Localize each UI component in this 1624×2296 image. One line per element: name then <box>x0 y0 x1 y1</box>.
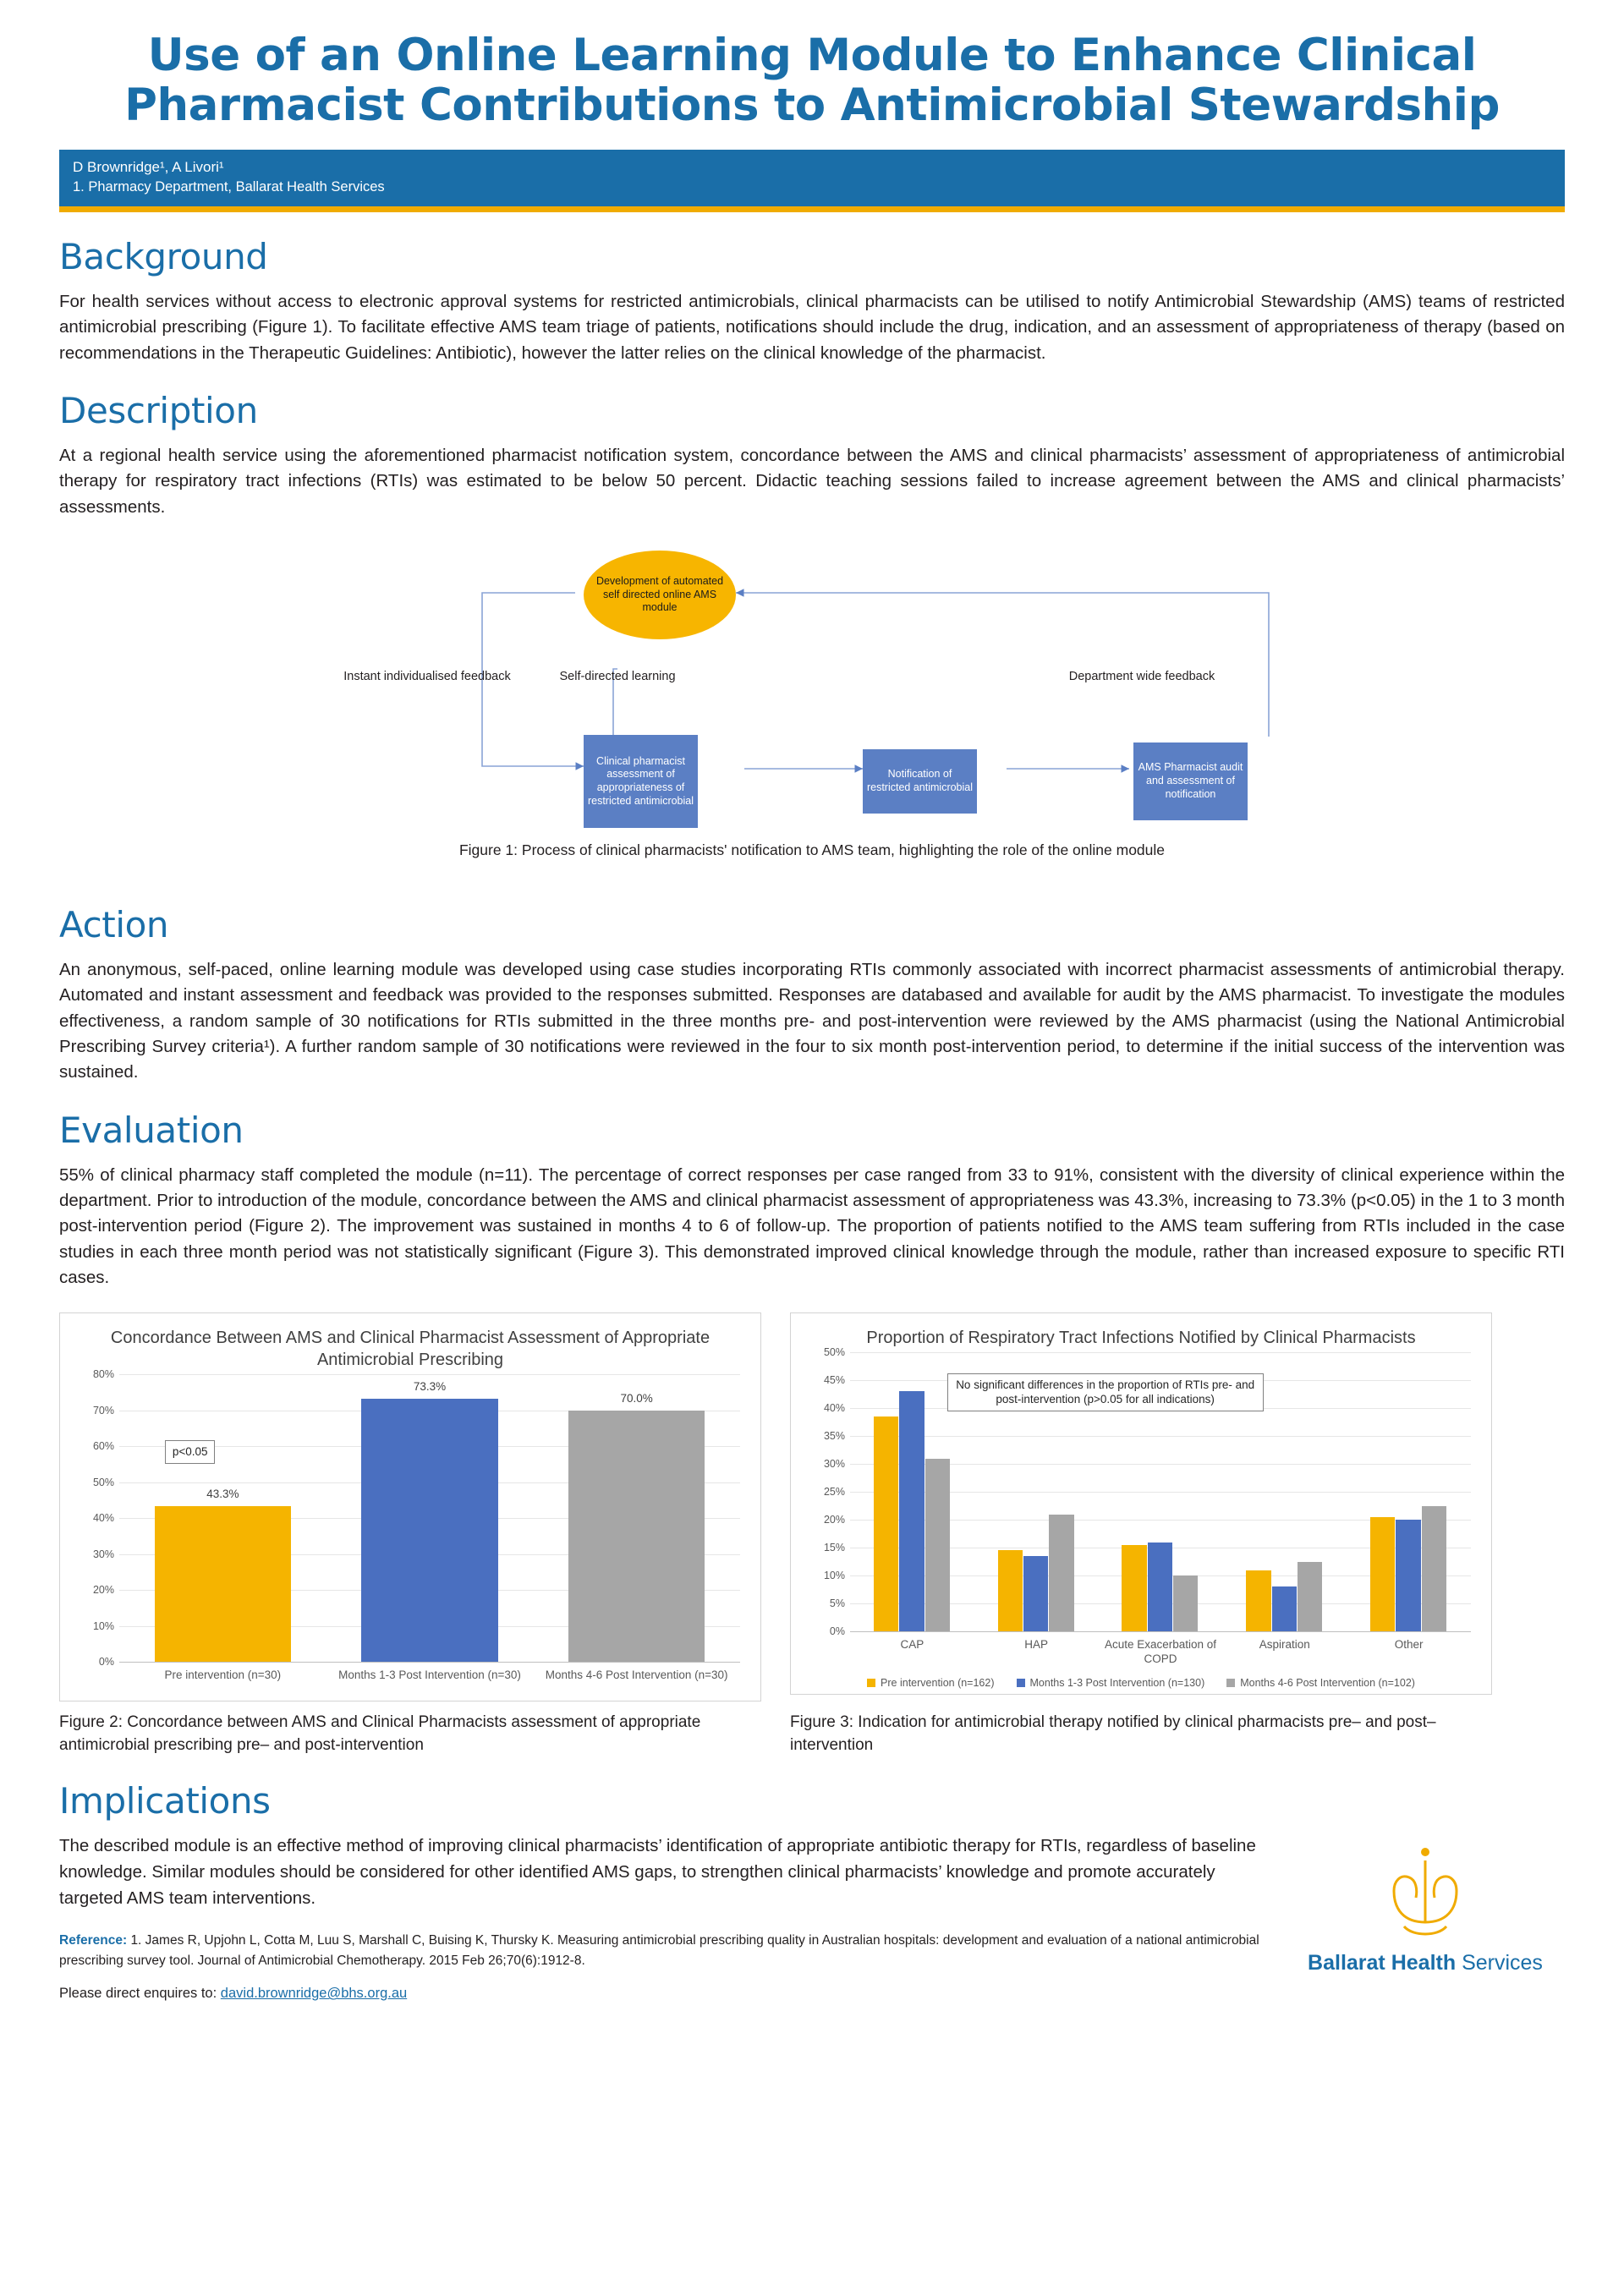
footer <box>59 1833 1565 2002</box>
figure3-x-category: Acute Exacerbation of COPD <box>1104 1638 1217 1666</box>
figure1-connectors <box>59 542 1565 863</box>
section-text-background: For health services without access to electronic approval systems for restricted antimicrobials, clinical pharmacists can be utilised to notify Antimicrobial Stewardship (AMS) teams of restricted antimicrobial prescribing (Figure 1). To facilitate effective AMS team triage of patients, notifications should include the drug, indication, and an assessment of appropriateness of therapy (based on recommendations in the Therapeutic Guidelines: Antibiotic), however the latter relies on the clinical knowledge of the pharmacist. <box>59 291 1565 363</box>
enquiries-email-link[interactable]: david.brownridge@bhs.org.au <box>220 1986 408 2002</box>
figure3-legend-item <box>1226 1677 1415 1689</box>
gold-divider <box>59 206 1565 212</box>
figure2-x-axis <box>119 1662 740 1696</box>
figure3-legend-item <box>867 1677 994 1689</box>
ballarat-health-services-logo-icon <box>1353 1842 1497 1943</box>
figure3-legend-swatch <box>1017 1679 1025 1687</box>
figure3-x-category: Other <box>1394 1638 1424 1652</box>
section-text-action: An anonymous, self-paced, online learning module was developed using case studies incorporating RTIs commonly associated with incorrect pharmacist assessments of antimicrobial therapy. Automated and instant assessment and feedback was provided to the responses submitted. Responses are databased and available for audit by the AMS pharmacist. To investigate the modules effectiveness, a random sample of 30 notifications for RTIs submitted in the three months pre- and post-intervention were reviewed by the AMS pharmacist (using the National Antimicrobial Prescribing Survey criteria¹). A further random sample of 30 notifications were reviewed in the four to six month post-intervention period, to determine if the initial success of the intervention was sustained. <box>59 959 1565 1082</box>
figure1-diagram <box>59 542 1565 880</box>
figure2-plot-area <box>92 1368 740 1669</box>
figure3-bar <box>1049 1515 1073 1632</box>
organisation-logo <box>1286 1833 1565 1975</box>
figure3-legend-swatch <box>867 1679 875 1687</box>
figure3-y-tick: 30% <box>823 1458 845 1471</box>
figure3-gridline <box>850 1436 1471 1437</box>
figure3-y-tick: 45% <box>823 1374 845 1387</box>
diagram-label-instant-feedback: Instant individualised feedback <box>343 669 511 683</box>
figure3-legend-label: Months 4-6 Post Intervention (n=102) <box>1240 1677 1415 1690</box>
figure3-plot-area <box>823 1346 1471 1638</box>
figure2-y-tick: 50% <box>92 1476 114 1488</box>
figure1-caption: Figure 1: Process of clinical pharmacists' notification to AMS team, highlighting the role of the online module <box>458 841 1166 858</box>
figure2-bar-value-label: 43.3% <box>206 1488 239 1501</box>
figure3-bar <box>1272 1586 1297 1631</box>
figure3-y-tick: 40% <box>823 1402 845 1415</box>
figure2-chart-card <box>59 1312 761 1701</box>
figure3-bar <box>1396 1520 1420 1631</box>
logo-wordmark-bold: Ballarat Health <box>1308 1951 1457 1975</box>
figure3-bar <box>1298 1562 1322 1632</box>
figure2-y-tick: 30% <box>92 1548 114 1560</box>
figure3-y-tick: 25% <box>823 1486 845 1499</box>
figure3-y-tick: 15% <box>823 1542 845 1554</box>
reference-text: 1. James R, Upjohn L, Cotta M, Luu S, Marshall C, Buising K, Thursky K. Measuring antimicrobial prescribing quality in Australian hospitals: development and evaluation of a national antimicrobial prescribing survey tool. Journal of Antimicrobial Chemotherapy. 2015 Feb 26;70(6):1912-8. <box>59 1932 1259 1969</box>
figure2-y-tick: 10% <box>92 1619 114 1632</box>
enquiries-prefix: Please direct enquires to: <box>59 1986 217 2002</box>
figure2-chart-title: Concordance Between AMS and Clinical Pharmacist Assessment of Appropriate Antimicrobial Prescribing <box>110 1329 710 1370</box>
figure3-y-tick: 50% <box>823 1346 845 1359</box>
figure3-x-axis <box>850 1631 1471 1670</box>
figure2-y-tick: 0% <box>98 1656 114 1669</box>
title-block <box>0 0 1624 134</box>
diagram-node-notification: Notification of restricted antimicrobial <box>863 749 977 814</box>
section-heading-implications: Implications <box>59 1780 271 1822</box>
figure3-gridline <box>850 1352 1471 1353</box>
figure2-x-category: Pre intervention (n=30) <box>164 1669 282 1682</box>
figure3-annotation: No significant differences in the proportion of RTIs pre- and post-intervention (p>0.05 for all indications) <box>947 1373 1264 1411</box>
authors: D Brownridge¹, A Livori¹ <box>73 158 224 175</box>
diagram-node-assessment: Clinical pharmacist assessment of appropriateness of restricted antimicrobial <box>584 735 698 828</box>
logo-wordmark <box>1286 1951 1565 1975</box>
figure3-legend-label: Pre intervention (n=162) <box>881 1677 995 1690</box>
figure3-bar <box>1246 1570 1270 1632</box>
section-text-implications: The described module is an effective method of improving clinical pharmacists’ identification of appropriate antibiotic therapy for RTIs, regardless of baseline knowledge. Similar modules should be considered for other identified AMS gaps, to strengthen clinical pharmacists’ knowledge and promote accurately targeted AMS team interventions. <box>59 1836 1256 1908</box>
figure2-y-tick: 40% <box>92 1512 114 1525</box>
section-heading-description: Description <box>59 389 258 431</box>
section-heading-action: Action <box>59 903 169 945</box>
figure2-bar-value-label: 70.0% <box>620 1391 653 1405</box>
diagram-label-department-feedback: Department wide feedback <box>1068 669 1215 683</box>
figure2-caption: Figure 2: Concordance between AMS and Clinical Pharmacists assessment of appropriate antimicrobial prescribing pre– and post-intervention <box>59 1713 701 1754</box>
figure3-legend-label: Months 1-3 Post Intervention (n=130) <box>1029 1677 1205 1690</box>
figure3-x-category: Aspiration <box>1259 1638 1310 1652</box>
figure3-chart-title: Proportion of Respiratory Tract Infections Notified by Clinical Pharmacists <box>866 1329 1416 1348</box>
figure2-y-tick: 80% <box>92 1368 114 1381</box>
diagram-node-audit: AMS Pharmacist audit and assessment of notification <box>1133 743 1248 820</box>
section-text-description: At a regional health service using the aforementioned pharmacist notification system, concordance between the AMS and clinical pharmacists’ assessment of appropriateness of antimicrobial therapy for respiratory tract infections (RTIs) was estimated to be below 50 percent. Didactic teaching sessions failed to increase agreement between the AMS and clinical pharmacists’ assessments. <box>59 445 1565 517</box>
figure3-legend <box>799 1677 1483 1689</box>
figure3-chart-card <box>790 1312 1492 1695</box>
figure3-bar <box>998 1550 1023 1631</box>
figure3-bar <box>874 1417 898 1631</box>
diagram-label-self-directed: Self-directed learning <box>559 669 676 683</box>
figure2-y-tick: 60% <box>92 1440 114 1453</box>
figure3-legend-swatch <box>1226 1679 1235 1687</box>
figure3-bar <box>899 1391 924 1631</box>
figure2-x-category: Months 4-6 Post Intervention (n=30) <box>545 1669 728 1682</box>
diagram-node-module: Development of automated self directed online AMS module <box>584 551 736 639</box>
figure3-y-tick: 10% <box>823 1570 845 1582</box>
figure3-caption: Figure 3: Indication for antimicrobial therapy notified by clinical pharmacists pre– and post– intervention <box>790 1713 1436 1754</box>
figure3-bar <box>1023 1556 1048 1631</box>
figure3-legend-item <box>1017 1677 1205 1689</box>
figure2-bar <box>568 1411 705 1663</box>
figure3-bar <box>1370 1517 1395 1631</box>
section-text-evaluation: 55% of clinical pharmacy staff completed the module (n=11). The percentage of correct responses per case ranged from 33 to 91%, consistent with the diversity of clinical experience within the department. Prior to introduction of the module, concordance between the AMS and clinical pharmacist assessment of appropriateness was 43.3%, increasing to 73.3% (p<0.05) in the 1 to 3 month post-intervention period (Figure 2). The improvement was sustained in months 4 to 6 of follow-up. The proportion of patients notified to the AMS team suffering from RTIs included in the case studies in each three month period was not statistically significant (Figure 3). This demonstrated improved clinical knowledge through the module, rather than increased exposure to specific RTI cases. <box>59 1164 1565 1287</box>
figure3-x-category: HAP <box>1024 1638 1049 1652</box>
figure2-bar-value-label: 73.3% <box>413 1379 447 1393</box>
page-title: Use of an Online Learning Module to Enhance Clinical Pharmacist Contributions to Antimicrobial Stewardship <box>124 30 1500 132</box>
figure2-bar <box>155 1506 291 1662</box>
figure2-x-category: Months 1-3 Post Intervention (n=30) <box>338 1669 521 1682</box>
enquiries-line <box>59 1986 1269 2002</box>
logo-wordmark-thin: Services <box>1462 1951 1543 1975</box>
figure3-y-tick: 35% <box>823 1430 845 1443</box>
figure3-y-tick: 20% <box>823 1514 845 1526</box>
figure2-bar <box>361 1399 497 1663</box>
figure3-bar <box>1422 1506 1446 1632</box>
figure3-y-tick: 0% <box>829 1625 845 1638</box>
section-heading-background: Background <box>59 235 268 277</box>
figure2-y-tick: 70% <box>92 1404 114 1417</box>
author-band <box>59 150 1565 206</box>
figure3-bar <box>1173 1575 1198 1631</box>
reference-label: Reference: <box>59 1932 128 1948</box>
figure2-annotation: p<0.05 <box>165 1440 216 1464</box>
reference-block <box>59 1931 1269 1973</box>
figure3-bar <box>925 1459 950 1632</box>
section-heading-evaluation: Evaluation <box>59 1109 244 1151</box>
affiliation: 1. Pharmacy Department, Ballarat Health Services <box>73 178 385 195</box>
figure2-y-tick: 20% <box>92 1584 114 1597</box>
figure2-gridline <box>119 1374 740 1375</box>
figure3-y-tick: 5% <box>829 1597 845 1610</box>
charts-row <box>59 1312 1565 1701</box>
figure3-bar <box>1148 1543 1172 1632</box>
figure3-bar <box>1122 1545 1146 1631</box>
figure3-x-category: CAP <box>900 1638 924 1652</box>
